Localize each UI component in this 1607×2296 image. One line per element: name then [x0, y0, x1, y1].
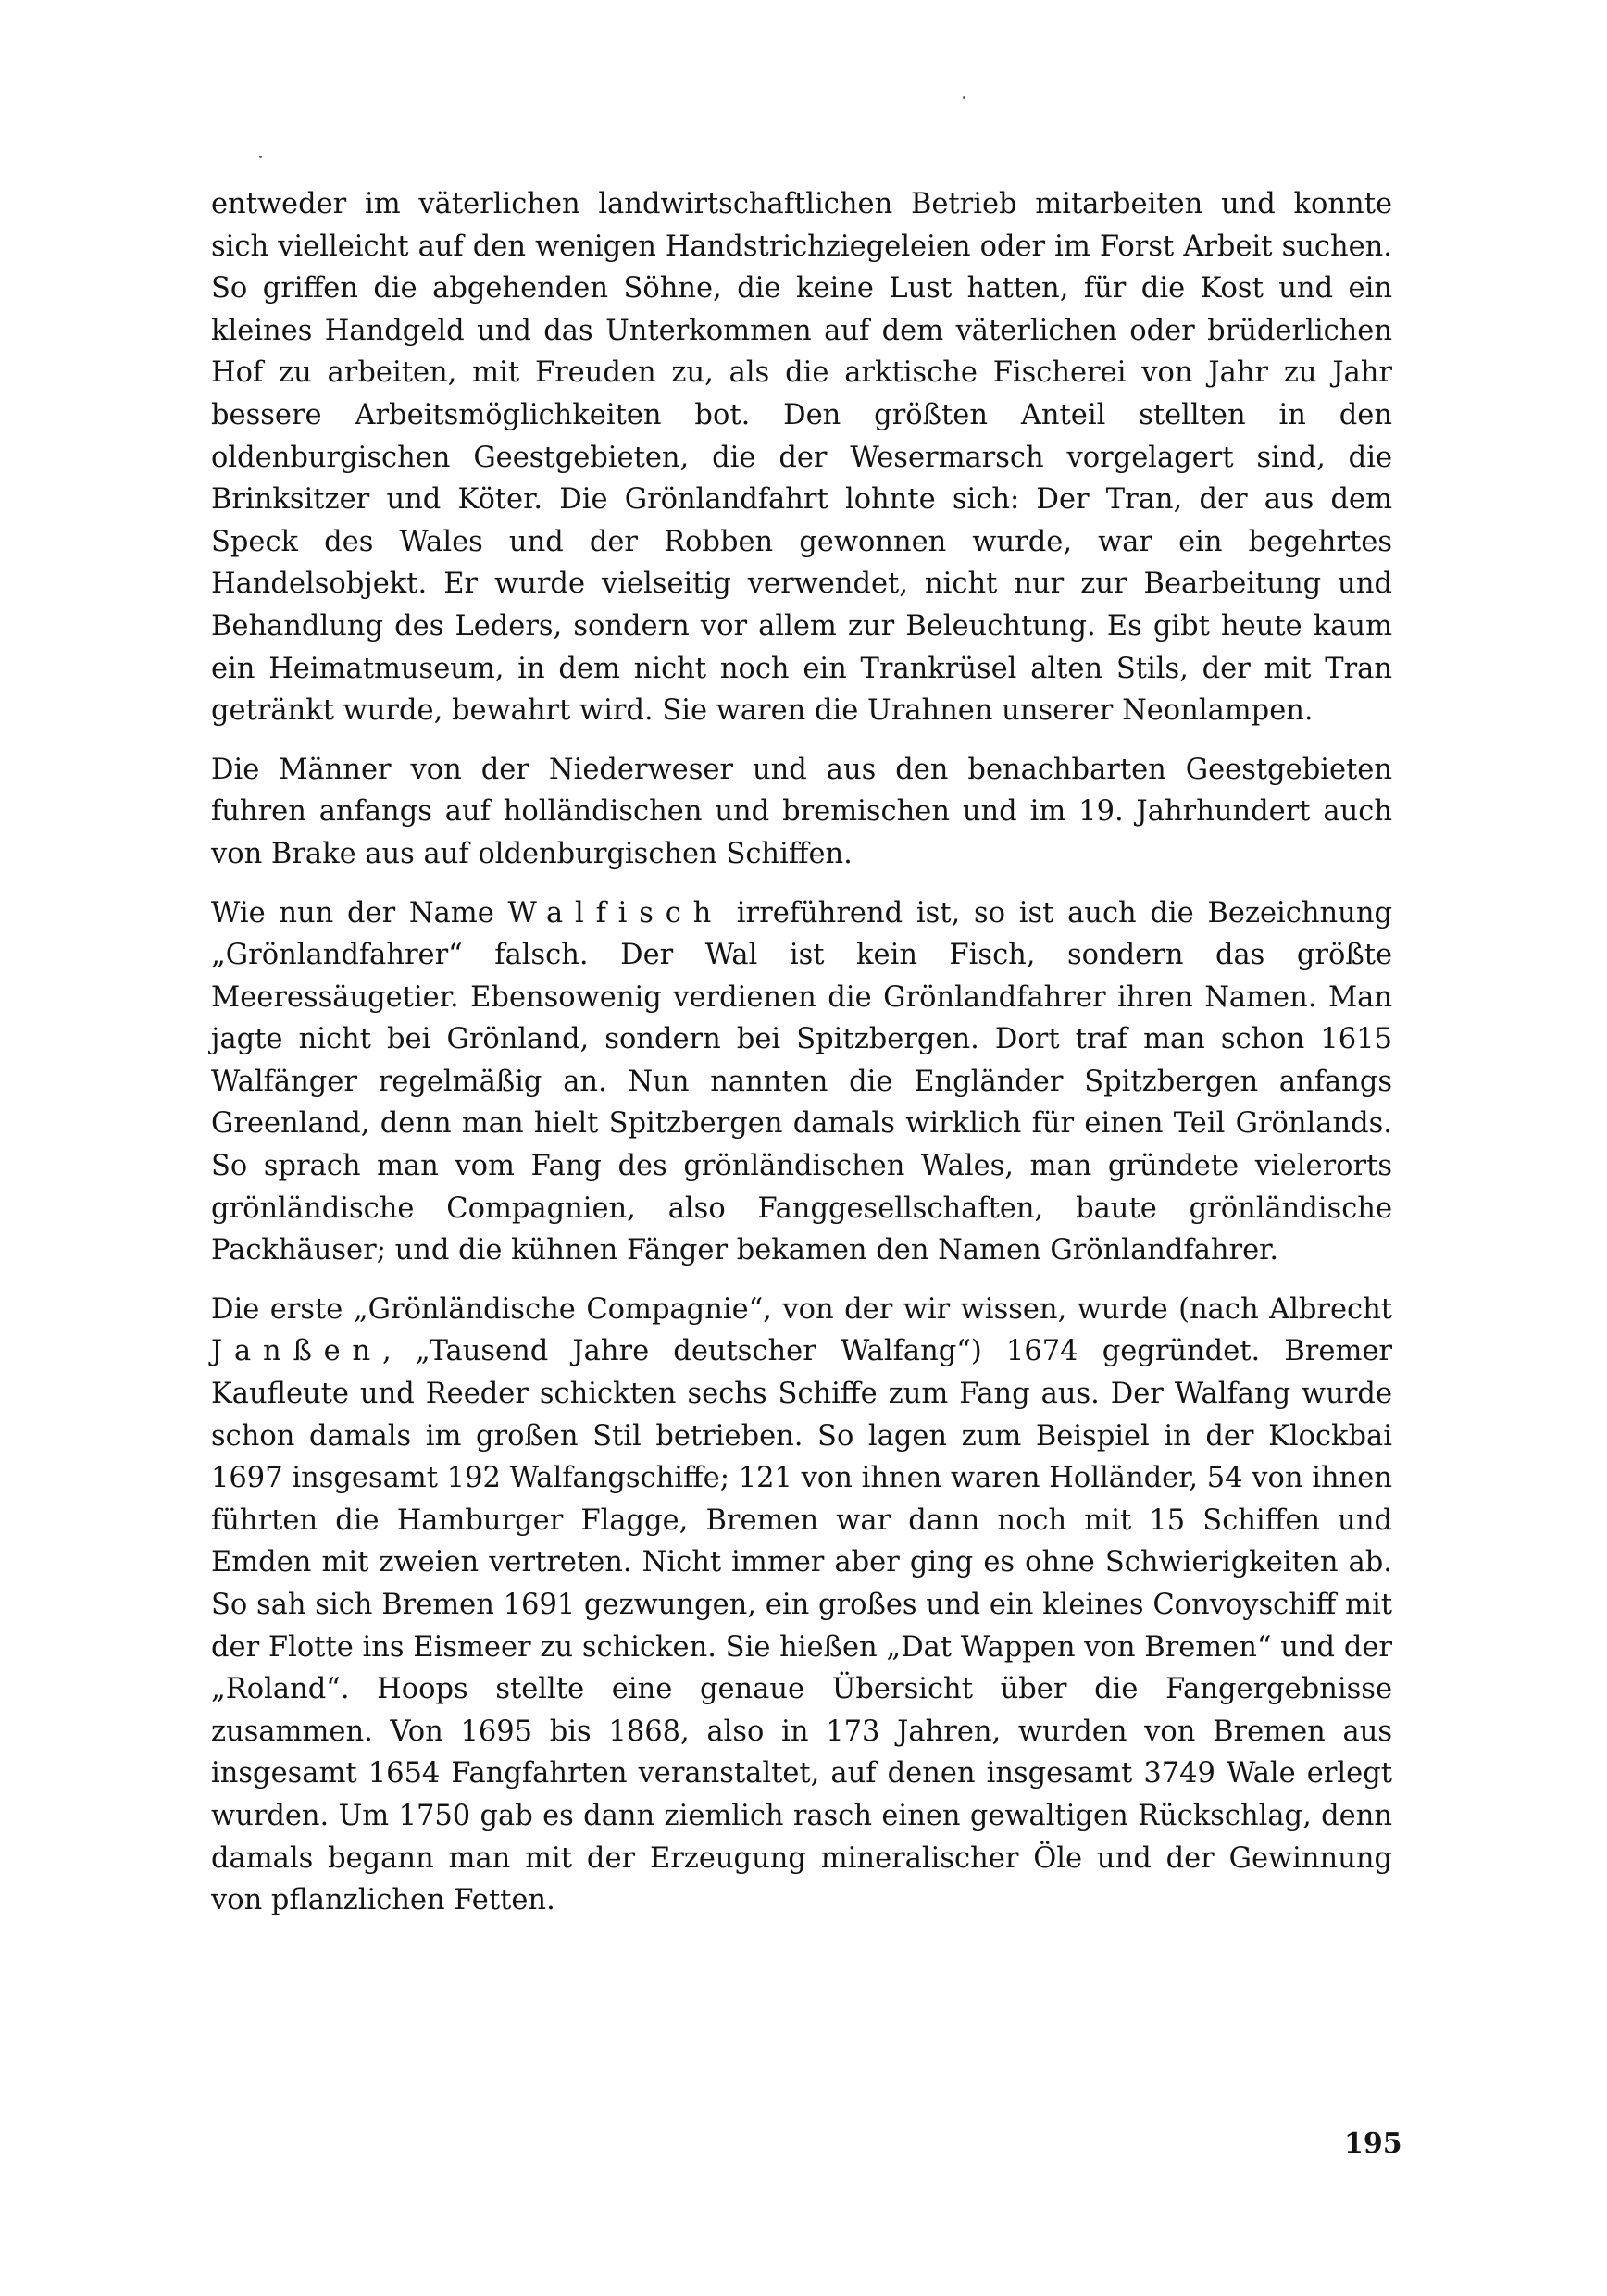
paragraph-4	[211, 1289, 1392, 1922]
paragraph-3	[211, 892, 1392, 1272]
scan-speck	[259, 156, 262, 158]
paragraph-4-spaced-name: Janßen	[211, 1335, 382, 1368]
paragraph-4-before: Die erste „Grönländische Compagnie“, von der wir wissen, wurde (nach Albrecht	[211, 1292, 1392, 1326]
paragraph-1	[211, 183, 1392, 732]
paragraph-3-after: irreführend ist, so ist auch die Bezeichnung „Grönlandfahrer“ falsch. Der Wal ist kein Fisch, sondern das größte Meeressäugetier. Ebensowenig verdienen die Grönlandfahrer ihren Namen. Man jagte nicht bei Grönland, sondern bei Spitzbergen. Dort traf man schon 1615 Walfänger regelmäßig an. Nun nannten die Engländer Spitzbergen anfangs Greenland, denn man hielt Spitzbergen damals wirklich für einen Teil Grönlands. So sprach man vom Fang des grönländischen Wales, man gründete vielerorts grönländische Compagnien, also Fanggesellschaften, baute grönländische Packhäuser; und die kühnen Fänger bekamen den Namen Grönlandfahrer.	[211, 896, 1392, 1267]
scan-speck	[963, 96, 965, 99]
page-number: 195	[1344, 2128, 1402, 2160]
paragraph-1-text: entweder im väterlichen landwirtschaftlichen Betrieb mitarbeiten und konnte sich vielleicht auf den wenigen Handstrichziegeleien oder im Forst Arbeit suchen. So griffen die abgehenden Söhne, die keine Lust hatten, für die Kost und ein kleines Handgeld und das Unterkommen auf dem väterlichen oder brüderlichen Hof zu arbeiten, mit Freuden zu, als die arktische Fischerei von Jahr zu Jahr bessere Arbeitsmöglichkeiten bot. Den größten Anteil stellten in den oldenburgischen Geestgebieten, die der Wesermarsch vorgelagert sind, die Brinksitzer und Köter. Die Grönlandfahrt lohnte sich: Der Tran, der aus dem Speck des Wales und der Robben gewonnen wurde, war ein begehrtes Handelsobjekt. Er wurde vielseitig verwendet, nicht nur zur Bearbeitung und Behandlung des Leders, sondern vor allem zur Beleuchtung. Es gibt heute kaum ein Heimatmuseum, in dem nicht noch ein Trankrüsel alten Stils, der mit Tran getränkt wurde, bewahrt wird. Sie waren die Urahnen unserer Neonlampen.	[211, 188, 1392, 728]
paragraph-2-text: Die Männer von der Niederweser und aus den benachbarten Geestgebieten fuhren anfangs auf holländischen und bremischen und im 19. Jahrhundert auch von Brake aus auf oldenburgischen Schiffen.	[211, 753, 1392, 870]
paragraph-2	[211, 749, 1392, 876]
paragraph-4-after: , „Tausend Jahre deutscher Walfang“) 1674 gegründet. Bremer Kaufleute und Reeder schickten sechs Schiffe zum Fang aus. Der Walfang wurde schon damals im großen Stil betrieben. So lagen zum Beispiel in der Klockbai 1697 insgesamt 192 Walfangschiffe; 121 von ihnen waren Holländer, 54 von ihnen führten die Hamburger Flagge, Bremen war dann noch mit 15 Schiffen und Emden mit zweien vertreten. Nicht immer aber ging es ohne Schwierigkeiten ab. So sah sich Bremen 1691 gezwungen, ein großes und ein kleines Convoyschiff mit der Flotte ins Eismeer zu schicken. Sie hießen „Dat Wappen von Bremen“ und der „Roland“. Hoops stellte eine genaue Übersicht über die Fangergebnisse zusammen. Von 1695 bis 1868, also in 173 Jahren, wurden von Bremen aus insgesamt 1654 Fangfahrten veranstaltet, auf denen insgesamt 3749 Wale erlegt wurden. Um 1750 gab es dann ziemlich rasch einen gewaltigen Rückschlag, denn damals begann man mit der Erzeugung mineralischer Öle und der Gewinnung von pflanzlichen Fetten.	[211, 1335, 1392, 1917]
body-text	[211, 183, 1392, 1939]
paragraph-3-spaced-word: Walfisch	[507, 896, 724, 930]
paragraph-3-before: Wie nun der Name	[211, 896, 508, 930]
